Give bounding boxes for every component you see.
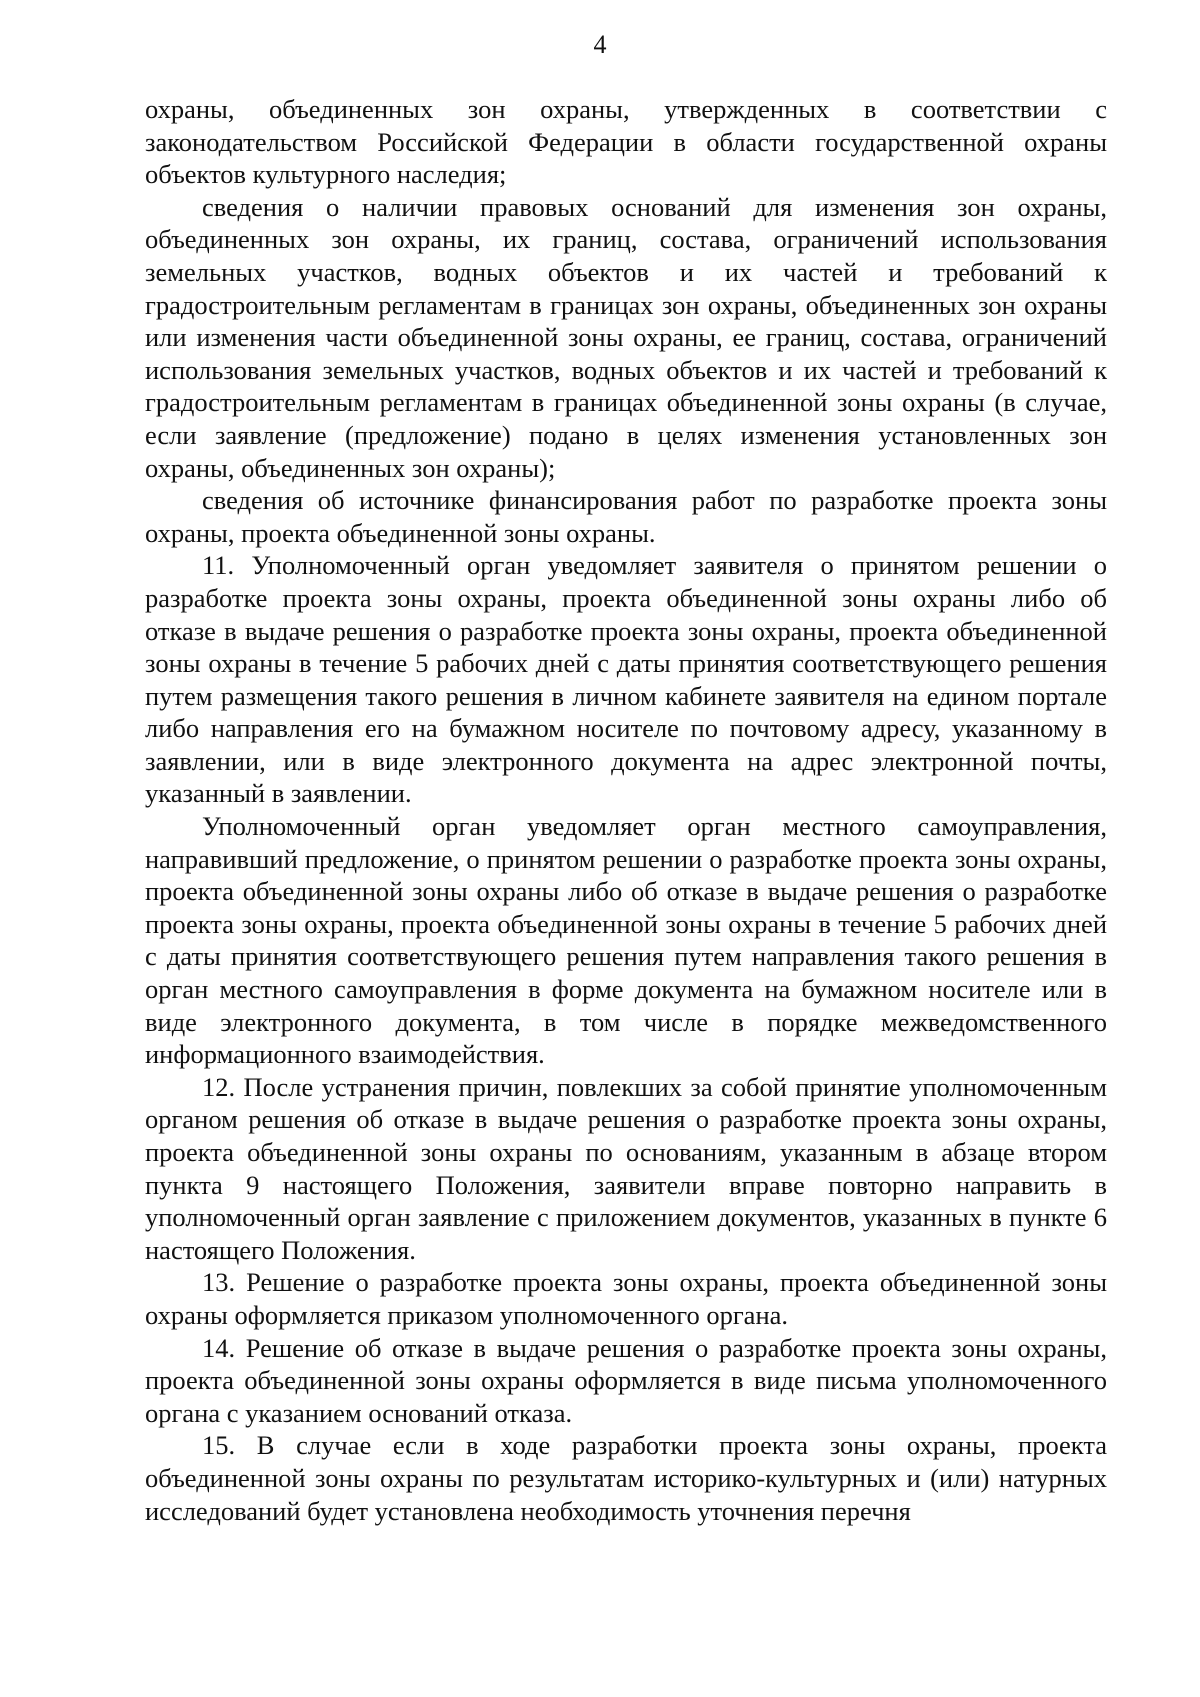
paragraph-item-12: 12. После устранения причин, повлекших за собой принятие уполномоченным органом решения об отказе в выдаче решения о разработке проекта зоны охраны, проекта объединенной зоны охраны по основаниям, указанным в абзаце втором пункта 9 настоящего Положения, заявители вправе повторно направить в уполномоченный орган заявление с приложением документов, указанных в пункте 6 настоящего Положения. bbox=[145, 1071, 1107, 1265]
document-body bbox=[145, 93, 1107, 1527]
paragraph-item-11: 11. Уполномоченный орган уведомляет заявителя о принятом решении о разработке проекта зоны охраны, проекта объединенной зоны охраны либо об отказе в выдаче решения о разработке проекта зоны охраны, проекта объединенной зоны охраны в течение 5 рабочих дней с даты принятия соответствующего решения путем размещения такого решения в личном кабинете заявителя на едином портале либо направления его на бумажном носителе по почтовому адресу, указанному в заявлении, или в виде электронного документа на адрес электронной почты, указанный в заявлении. bbox=[145, 550, 1107, 809]
paragraph: сведения об источнике финансирования работ по разработке проекта зоны охраны, проекта объединенной зоны охраны. bbox=[145, 485, 1107, 548]
paragraph: Уполномоченный орган уведомляет орган местного самоуправления, направивший предложение, о принятом решении о разработке проекта зоны охраны, проекта объединенной зоны охраны либо об отказе в выдаче решения о разработке проекта зоны охраны, проекта объединенной зоны охраны в течение 5 рабочих дней с даты принятия соответствующего решения путем направления такого решения в орган местного самоуправления в форме документа на бумажном носителе или в виде электронного документа, в том числе в порядке межведомственного информационного взаимодействия. bbox=[145, 811, 1107, 1070]
paragraph-item-14: 14. Решение об отказе в выдаче решения о разработке проекта зоны охраны, проекта объединенной зоны охраны оформляется в виде письма уполномоченного органа с указанием оснований отказа. bbox=[145, 1332, 1107, 1428]
paragraph-item-13: 13. Решение о разработке проекта зоны охраны, проекта объединенной зоны охраны оформляется приказом уполномоченного органа. bbox=[145, 1267, 1107, 1330]
paragraph-item-15: 15. В случае если в ходе разработки проекта зоны охраны, проекта объединенной зоны охраны по результатам историко-культурных и (или) натурных исследований будет установлена необходимость уточнения перечня bbox=[145, 1430, 1107, 1526]
page-number: 4 bbox=[593, 30, 607, 59]
paragraph-continuation: охраны, объединенных зон охраны, утвержденных в соответствии с законодательством Российской Федерации в области государственной охраны объектов культурного наследия; bbox=[145, 94, 1107, 190]
paragraph: сведения о наличии правовых оснований для изменения зон охраны, объединенных зон охраны, их границ, состава, ограничений использования земельных участков, водных объектов и их частей и требований к градостроительным регламентам в границах зон охраны, объединенных зон охраны или изменения части объединенной зоны охраны, ее границ, состава, ограничений использования земельных участков, водных объектов и их частей и требований к градостроительным регламентам в границах объединенной зоны охраны (в случае, если заявление (предложение) подано в целях изменения установленных зон охраны, объединенных зон охраны); bbox=[145, 191, 1107, 483]
